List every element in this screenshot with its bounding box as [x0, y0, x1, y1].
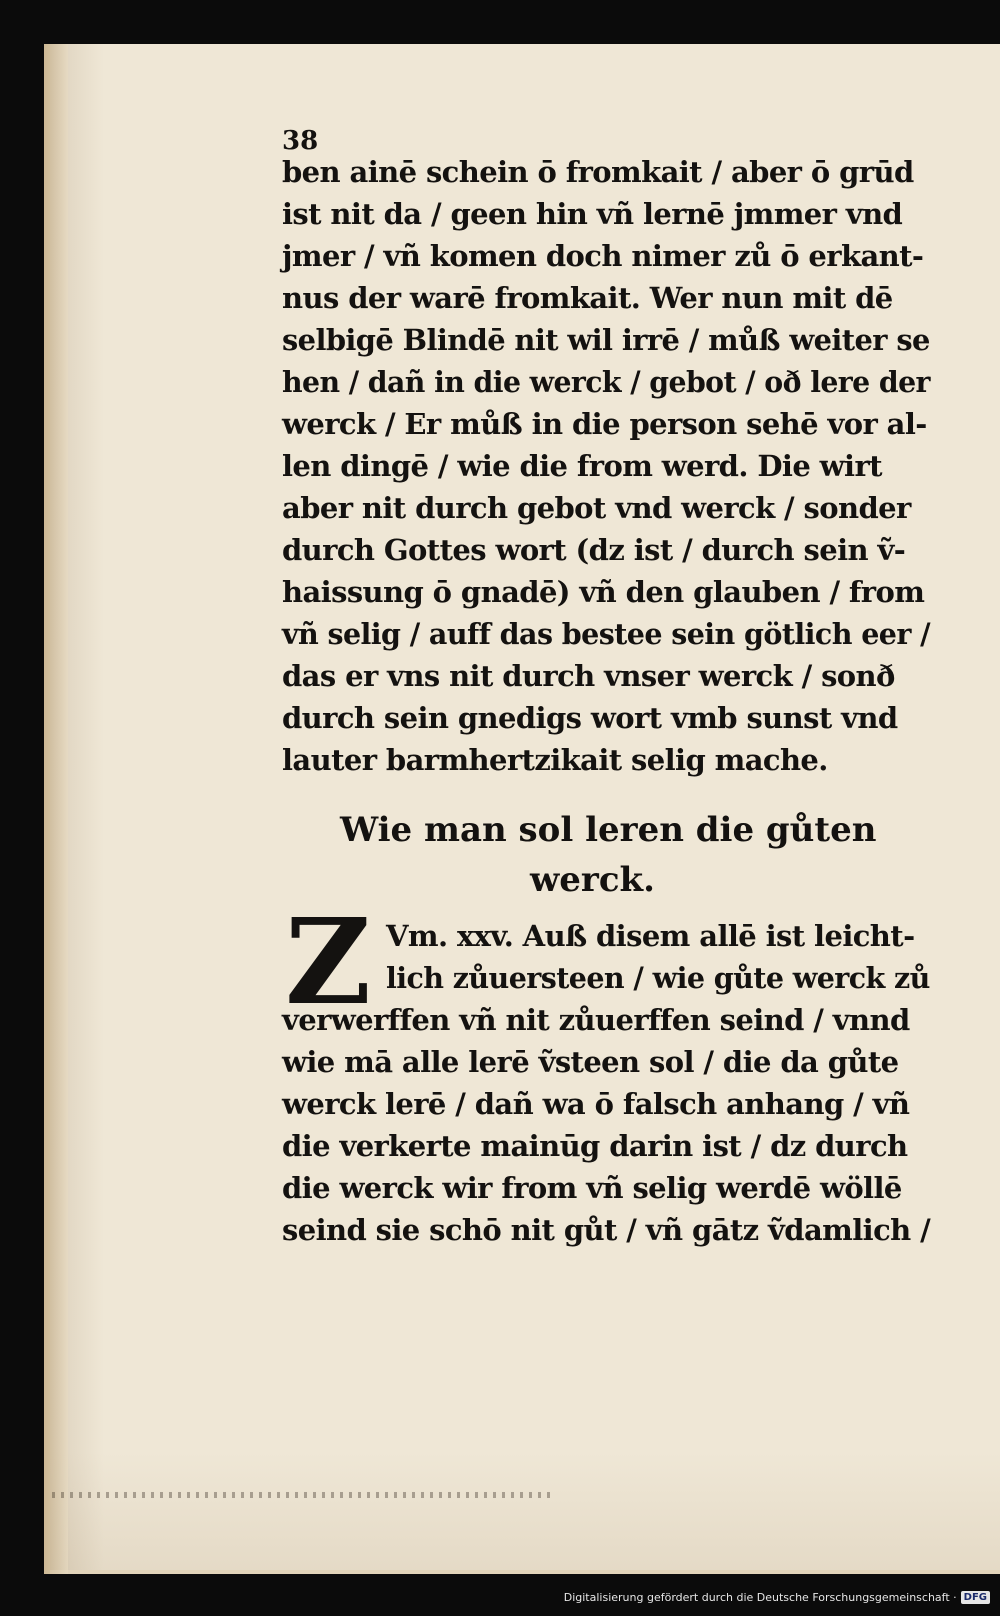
- footer-text: Digitalisierung gefördert durch die Deutsche Forschungsgemeinschaft ·: [563, 1591, 957, 1604]
- text-line: durch Gottes wort (dz ist / durch sein ṽ-: [282, 533, 906, 567]
- text-line: haissung ō gnadē) vñ den glauben / from: [282, 575, 925, 609]
- text-line: ist nit da / geen hin vñ lernē jmmer vnd: [282, 197, 903, 231]
- digitization-credit: [564, 1591, 990, 1604]
- text-line: seind sie schō nit gůt / vñ gātz ṽdamlich /: [282, 1213, 931, 1247]
- text-line: aber nit durch gebot vnd werck / sonder: [282, 491, 911, 525]
- text-line: werck / Er můß in die person sehē vor al-: [282, 407, 927, 441]
- text-line: nus der warē fromkait. Wer nun mit dē: [282, 281, 893, 315]
- text-line: selbigē Blindē nit wil irrē / můß weiter se: [282, 323, 930, 357]
- text-line: wie mā alle lerē ṽsteen sol / die da gůte: [282, 1045, 899, 1079]
- text-line: durch sein gnedigs wort vmb sunst vnd: [282, 701, 898, 735]
- text-line: hen / dañ in die werck / gebot / oð lere der: [282, 365, 930, 399]
- text-line: jmer / vñ komen doch nimer zů ō erkant-: [282, 239, 924, 273]
- text-line: len dingē / wie die from werd. Die wirt: [282, 449, 882, 483]
- text-line: das er vns nit durch vnser werck / sonð: [282, 659, 895, 693]
- section-heading-continued: werck.: [530, 860, 655, 900]
- text-line: ben ainē schein ō fromkait / aber ō grūd: [282, 155, 914, 189]
- text-line: verwerffen vñ nit zůuerffen seind / vnnd: [282, 1003, 910, 1037]
- page-gutter: [44, 44, 68, 1574]
- text-line: Vm. xxv. Auß disem allē ist leicht-: [386, 919, 915, 953]
- section-heading: Wie man sol leren die gůten: [340, 810, 877, 850]
- drop-cap-initial: Z: [285, 892, 372, 1031]
- text-line: die werck wir from vñ selig werdē wöllē: [282, 1171, 902, 1205]
- text-line: werck lerē / dañ wa ō falsch anhang / vñ: [282, 1087, 910, 1121]
- text-line: lauter barmhertzikait selig mache.: [282, 743, 828, 777]
- text-line: lich zůuersteen / wie gůte werck zů: [386, 961, 930, 995]
- page-number: 38: [282, 126, 319, 156]
- dfg-logo: DFG: [961, 1591, 990, 1604]
- text-line: vñ selig / auff das bestee sein götlich eer /: [282, 617, 930, 651]
- text-line: die verkerte mainūg darin ist / dz durch: [282, 1129, 908, 1163]
- page-edge-marks: [52, 1492, 552, 1498]
